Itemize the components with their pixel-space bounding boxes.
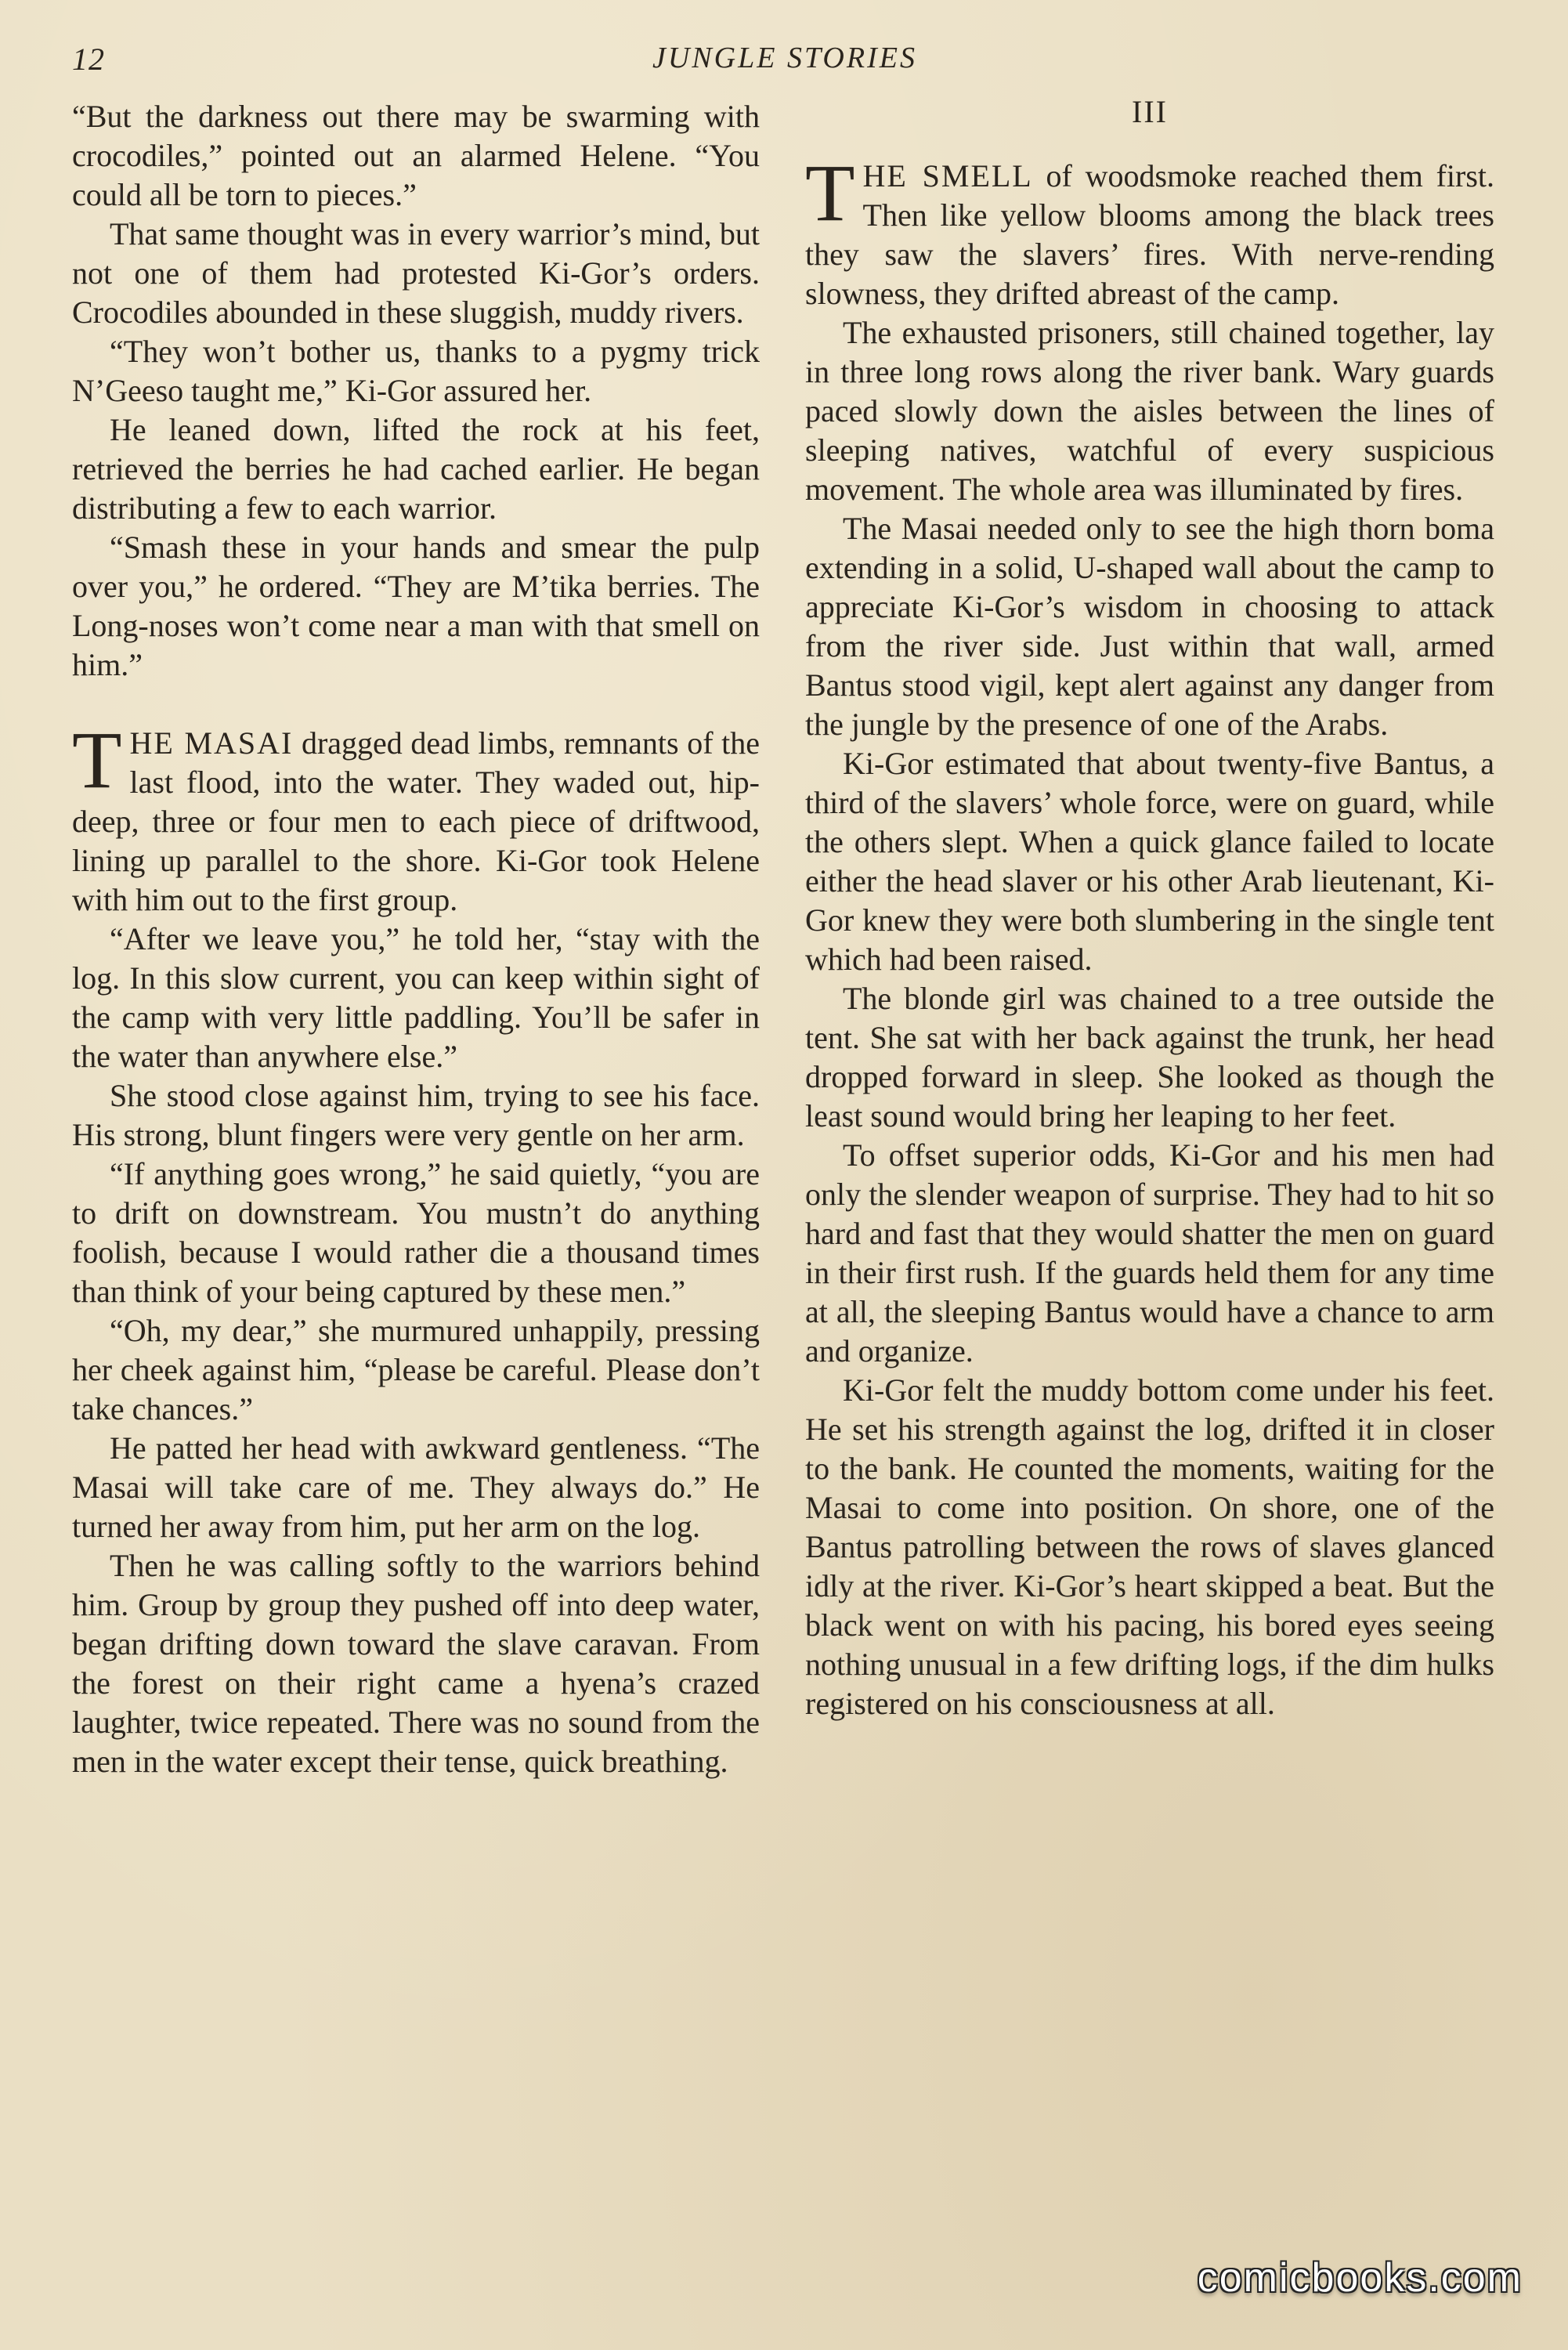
paragraph: The blonde girl was chained to a tree outside the tent. She sat with her back against the trunk, her head dropped forward in sleep. She looked as though the least sound would bring her leaping to her feet. (805, 981, 1494, 1133)
section-break (72, 685, 760, 724)
paragraph: Ki-Gor felt the muddy bottom come under his feet. He set his strength against the log, drifted it in closer to the bank. He counted the moments, waiting for the Masai to come into position. On shore, one of the Bantus patrolling between the rows of slaves glanced idly at the river. Ki-Gor’s heart skipped a beat. But the black went on with his pacing, his bored eyes seeing nothing unusual in a few drifting logs, if the dim hulks registered on his consciousness at all. (805, 1372, 1494, 1721)
right-column (805, 92, 1494, 1723)
paragraph: To offset superior odds, Ki-Gor and his men had only the slender weapon of surprise. They had to hit so hard and fast that they would shatter the men on guard in their first rush. If the guards held them for any time at all, the sleeping Bantus would have a chance to arm and organize. (805, 1137, 1494, 1368)
paragraph: He patted her head with awkward gentleness. “The Masai will take care of me. They always do.” He turned her away from him, put her arm on the log. (72, 1430, 760, 1544)
paragraph: “Smash these in your hands and smear the pulp over you,” he ordered. “They are M’tika berries. The Long-noses won’t come near a man with that smell on him.” (72, 530, 760, 682)
running-title: JUNGLE STORIES (652, 42, 917, 74)
section-numeral: III (1132, 94, 1168, 129)
watermark: comicbooks.com (1197, 2255, 1523, 2301)
section-opening-paragraph (805, 148, 1495, 313)
paragraph: “Oh, my dear,” she murmured unhappily, pressing her cheek against him, “please be careful. Please don’t take chances.” (72, 1313, 760, 1426)
paragraph: Then he was calling softly to the warriors behind him. Group by group they pushed off into deep water, began drifting down toward the slave caravan. From the forest on their right came a hyena’s crazed laughter, twice repeated. There was no sound from the men in the water except their tense, quick breathing. (72, 1548, 760, 1779)
paragraph: The exhausted prisoners, still chained together, lay in three long rows along the river bank. Wary guards paced slowly down the aisles between the lines of sleeping natives, watchful of every suspicious movement. The whole area was illuminated by fires. (805, 315, 1494, 507)
paragraph: “If anything goes wrong,” he said quietly, “you are to drift on downstream. You mustn’t do anything foolish, because I would rather die a thousand times than think of your being captured by these men.” (72, 1156, 760, 1309)
paragraph: He leaned down, lifted the rock at his feet, retrieved the berries he had cached earlier. He began distributing a few to each warrior. (72, 412, 760, 526)
paragraph: “They won’t bother us, thanks to a pygmy trick N’Geeso taught me,” Ki-Gor assured her. (72, 334, 760, 408)
paragraph: That same thought was in every warrior’s mind, but not one of them had protested Ki-Gor’s orders. Crocodiles abounded in these sluggish, muddy rivers. (72, 216, 760, 330)
paragraph: She stood close against him, trying to see his face. His strong, blunt fingers were very gentle on her arm. (72, 1078, 760, 1152)
paragraph: The Masai needed only to see the high thorn boma extending in a solid, U-shaped wall about the camp to appreciate Ki-Gor’s wisdom in choosing to attack from the river side. Just within that wall, armed Bantus stood vigil, kept alert against any danger from the jungle by the presence of one of the Arabs. (805, 511, 1494, 742)
drop-cap: T (805, 148, 855, 238)
page-header (72, 41, 1498, 88)
section-lead-in: HE SMELL (862, 158, 1033, 193)
left-column (72, 97, 760, 1781)
page-number: 12 (72, 42, 105, 77)
section-lead-in: HE MASAI (129, 725, 294, 761)
paragraph: Ki-Gor estimated that about twenty-five Bantus, a third of the slavers’ whole force, were on guard, while the others slept. When a quick glance failed to locate either the head slaver or his other Arab lieutenant, Ki-Gor knew they were both slumbering in the single tent which had been raised. (805, 746, 1494, 977)
drop-cap: T (72, 715, 122, 805)
paragraph: “After we leave you,” he told her, “stay with the log. In this slow current, you can keep within sight of the camp with very little paddling. You’ll be safer in the water than anywhere else.” (72, 921, 760, 1074)
section-opening-text: of woodsmoke reached them first. Then like yellow blooms among the black trees they saw the slavers’ fires. With nerve-rending slowness, they drifted abreast of the camp. (805, 158, 1495, 311)
section-opening-paragraph (72, 715, 760, 920)
section-opening-text: dragged dead limbs, remnants of the last flood, into the water. They waded out, hip-deep, three or four men to each piece of driftwood, lining up parallel to the shore. Ki-Gor took Helene with him out to the first group. (72, 725, 760, 917)
paragraph: “But the darkness out there may be swarming with crocodiles,” pointed out an alarmed Helene. “You could all be torn to pieces.” (72, 99, 760, 212)
